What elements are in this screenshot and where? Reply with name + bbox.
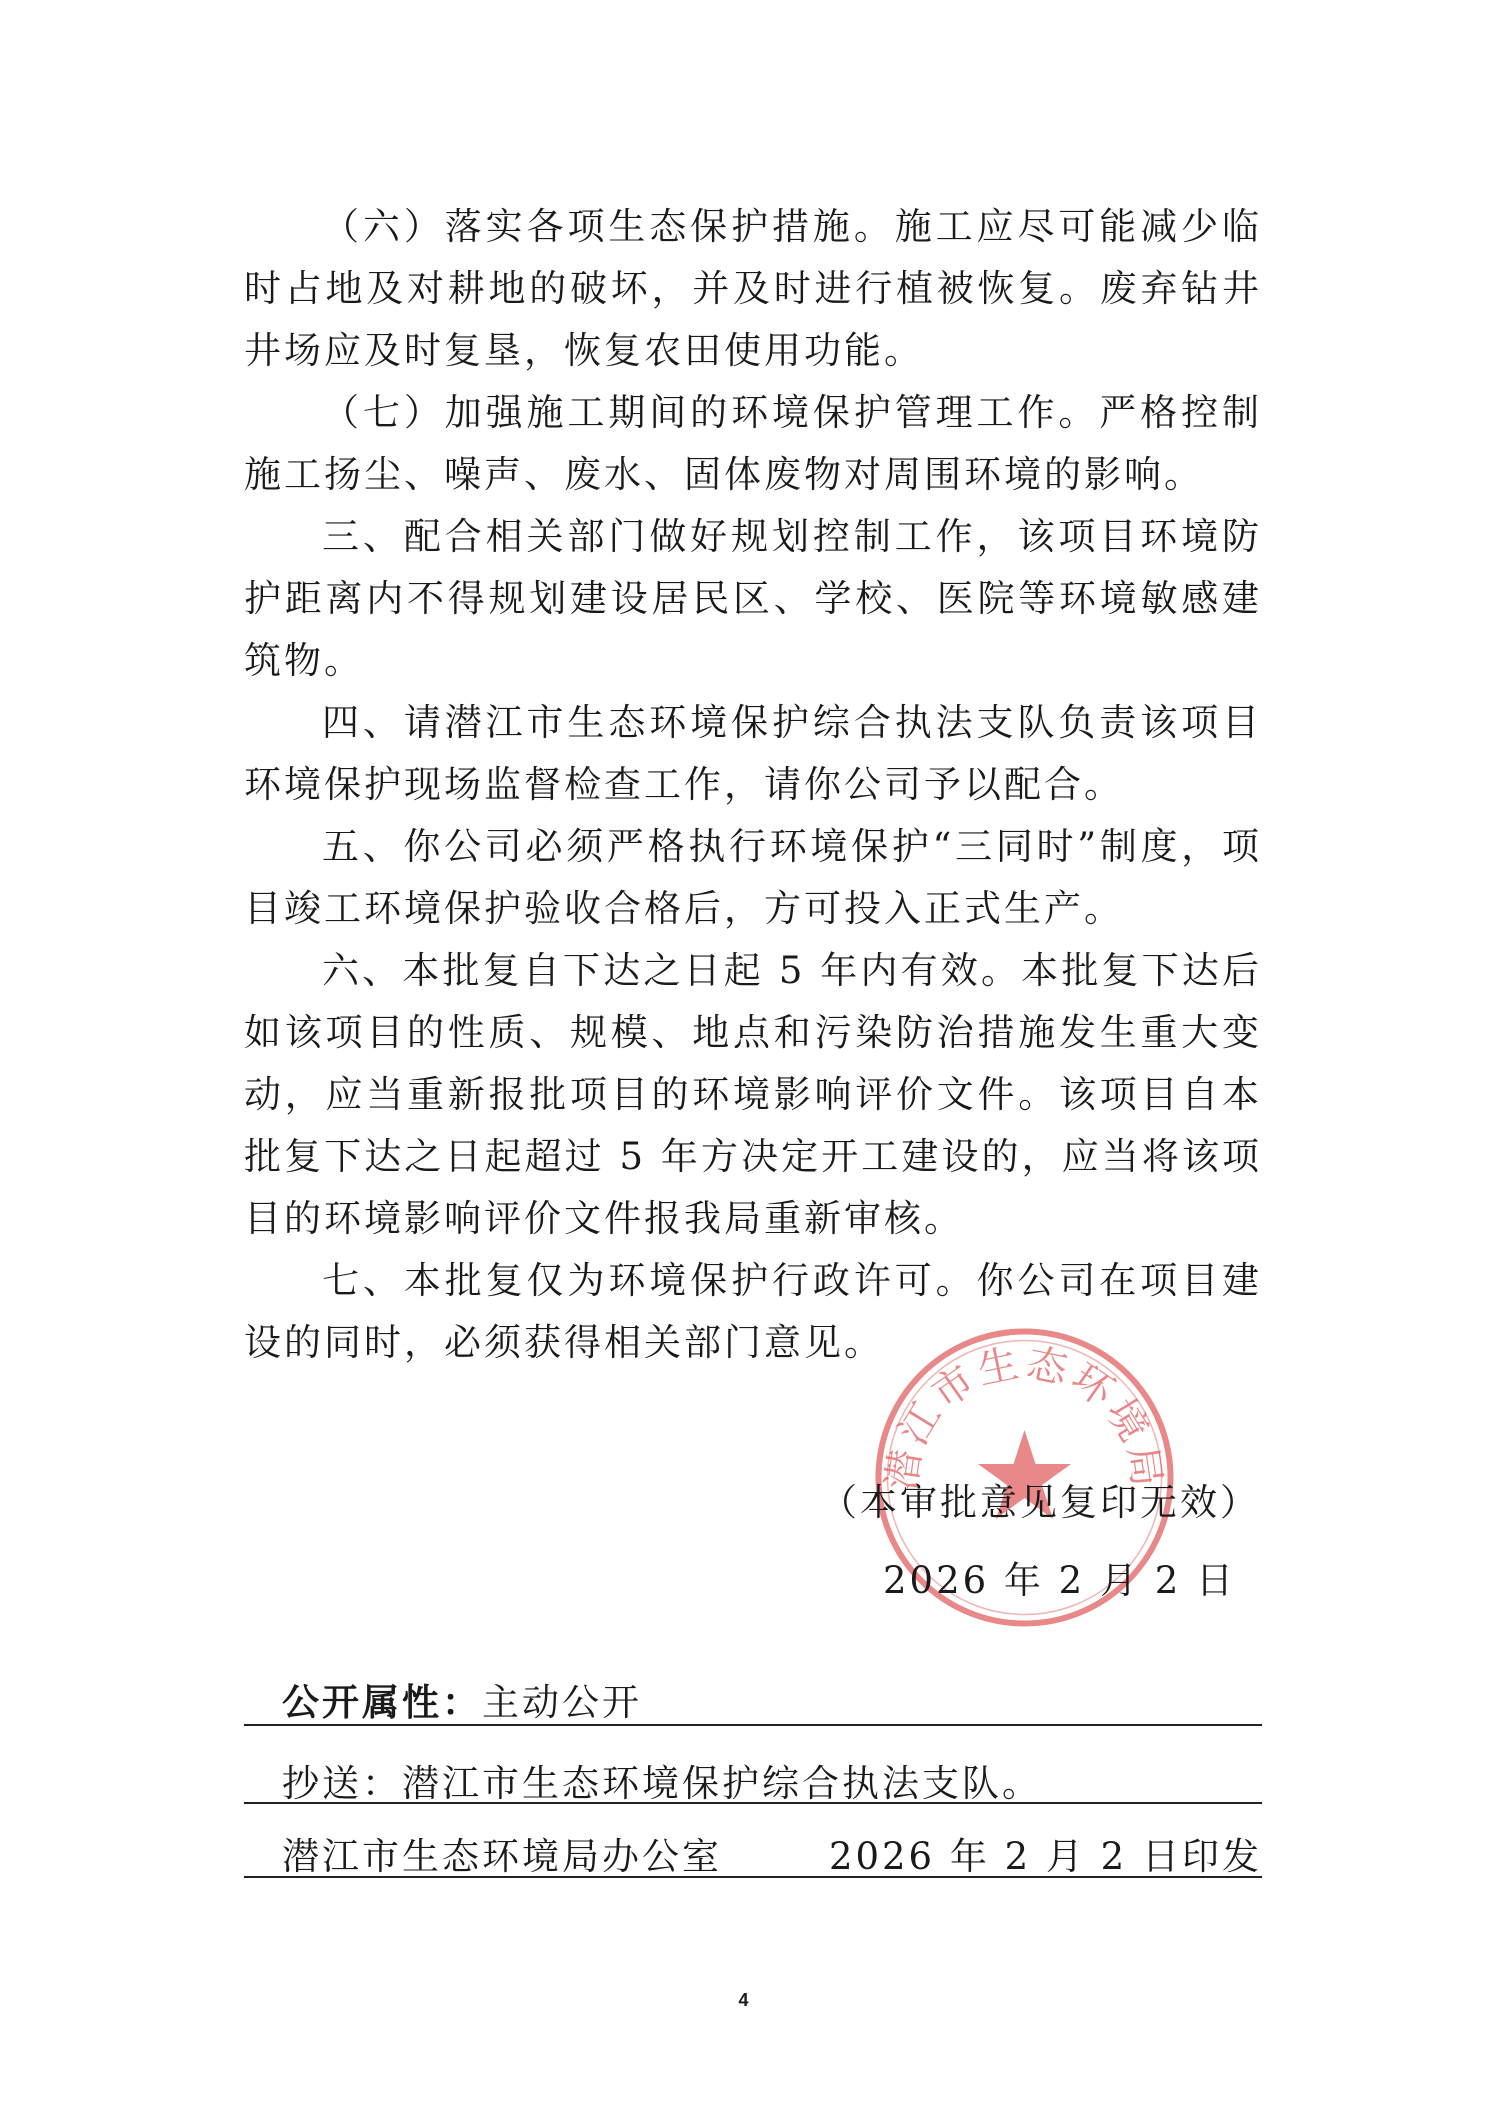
footer-rule-1 — [244, 1724, 1262, 1726]
closing-note: （本审批意见复印无效） — [820, 1481, 1260, 1524]
footer-rule-2 — [244, 1802, 1262, 1804]
disclosure-value: 主动公开 — [482, 1681, 642, 1724]
paragraph-7-permit: 七、本批复仅为环境保护行政许可。你公司在项目建设的同时，必须获得相关部门意见。 — [244, 1259, 1262, 1364]
document-body — [244, 196, 1262, 1374]
paragraph-5-three-simultaneous: 五、你公司必须严格执行环境保护“三同时”制度，项目竣工环境保护验收合格后，方可投入正式生产。 — [244, 825, 1262, 930]
footer-rule-3 — [244, 1876, 1262, 1878]
seal-text: 潜江市生态环境局 — [878, 1339, 1171, 1494]
disclosure-row — [282, 1672, 1300, 1726]
page-number: 4 — [738, 1990, 749, 2010]
cc-row — [282, 1753, 1300, 1807]
cc-value: 潜江市生态环境保护综合执法支队。 — [402, 1762, 1042, 1805]
paragraph-6-validity: 六、本批复自下达之日起 5 年内有效。本批复下达后如该项目的性质、规模、地点和污染防治措施发生重大变动，应当重新报批项目的环境影响评价文件。该项目自本批复下达之日起超过 5 年方决定开工建设的，应当将该项目的环境影响评价文件报我局重新审核。 — [244, 949, 1262, 1240]
issue-date: 2026 年 2 月 2 日印发 — [828, 1835, 1262, 1878]
disclosure-label: 公开属性： — [282, 1680, 482, 1724]
cc-label: 抄送： — [282, 1762, 402, 1805]
closing-date: 2026 年 2 月 2 日 — [883, 1559, 1237, 1602]
paragraph-3-planning: 三、配合相关部门做好规划控制工作，该项目环境防护距离内不得规划建设居民区、学校、医院等环境敏感建筑物。 — [244, 515, 1262, 682]
issuer-row — [282, 1826, 1262, 1880]
paragraph-7-construction: （七）加强施工期间的环境保护管理工作。严格控制施工扬尘、噪声、废水、固体废物对周围环境的影响。 — [244, 391, 1262, 496]
paragraph-4-supervision: 四、请潜江市生态环境保护综合执法支队负责该项目环境保护现场监督检查工作，请你公司予以配合。 — [244, 701, 1262, 806]
paragraph-6-ecology: （六）落实各项生态保护措施。施工应尽可能减少临时占地及对耕地的破坏，并及时进行植被恢复。废弃钻井井场应及时复垦，恢复农田使用功能。 — [244, 205, 1262, 372]
issuer-name: 潜江市生态环境局办公室 — [282, 1835, 722, 1878]
